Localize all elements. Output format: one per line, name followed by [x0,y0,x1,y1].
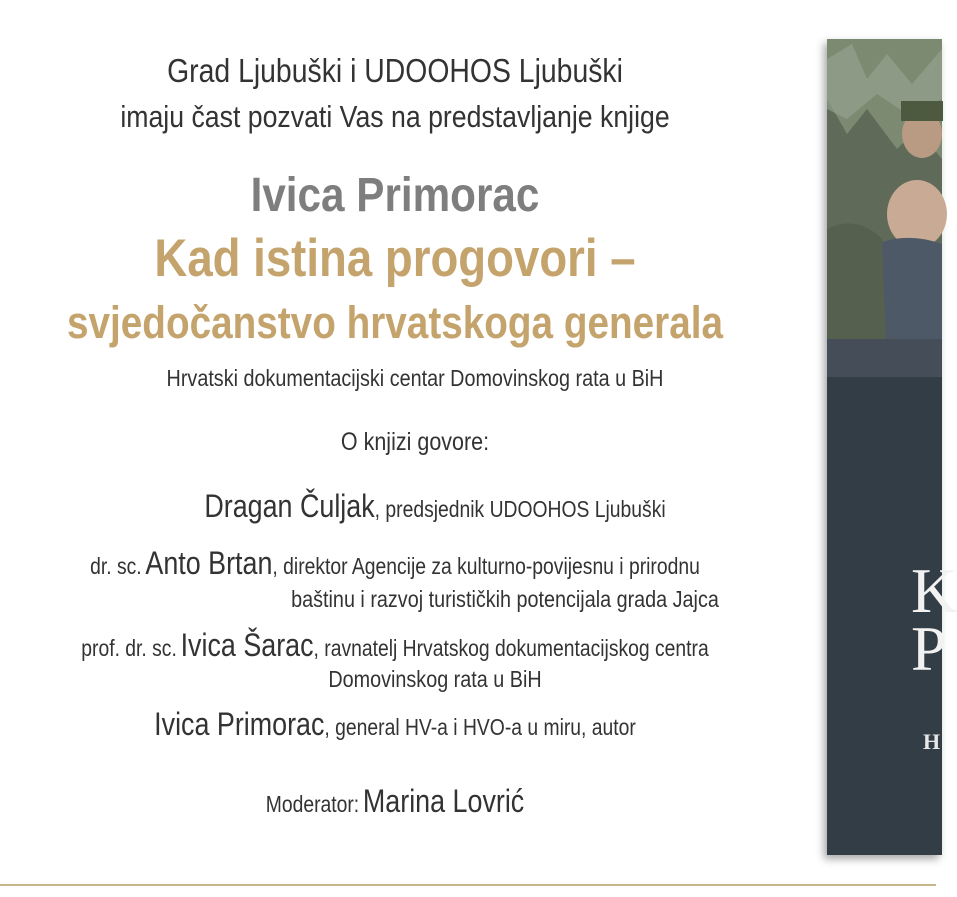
hosts-line: Grad Ljubuški i UDOOHOS Ljubuški [167,52,623,89]
invite-line: imaju čast pozvati Vas na predstavljanje knjige [120,99,670,134]
book-title-line-1: Kad istina progovori – [154,229,636,288]
moderator-name: Marina Lovrić [362,783,525,819]
speaker-2 [63,545,727,582]
speaker-title-prefix: dr. sc. [90,553,142,579]
speaker-name: Dragan Čuljak [204,488,375,524]
moderator-label: Moderator: [265,791,360,817]
cover-subtitle-letter: H [923,729,941,754]
speaker-role: , ravnatelj Hrvatskog dokumentacijskog centra [313,635,709,661]
book-cover [827,39,957,855]
speaker-4 [63,706,727,743]
bottom-divider [0,884,936,886]
speaker-3 [63,627,727,664]
book-title-line-2: svjedočanstvo hrvatskoga generala [66,297,724,348]
speaker-role-continued: Domovinskog rata u BiH [328,666,542,692]
speaker-role: , direktor Agencije za kulturno-povijesnu i prirodnu [272,553,700,579]
moderator-line [63,783,727,820]
speaker-role: , predsjednik UDOOHOS Ljubuški [374,496,666,522]
speaker-title-prefix: prof. dr. sc. [81,635,177,661]
cover-photo [827,39,942,377]
cover-title-letter: P [911,613,947,684]
speaker-name: Ivica Šarac [180,627,314,663]
speaker-name: Anto Brtan [145,545,273,581]
book-author: Ivica Primorac [250,169,540,222]
speaker-role: , general HV-a i HVO-a u miru, autor [324,714,636,740]
speakers-heading: O knjizi govore: [340,428,490,456]
speaker-1 [103,488,767,525]
speaker-role-continued: baštinu i razvoj turističkih potencijala grada Jajca [291,586,719,612]
cover-title-letter: K [911,555,957,626]
speaker-name: Ivica Primorac [154,706,325,742]
cover-photo-illustration [827,39,942,377]
publisher: Hrvatski dokumentacijski centar Domovinskog rata u BiH [166,365,664,391]
